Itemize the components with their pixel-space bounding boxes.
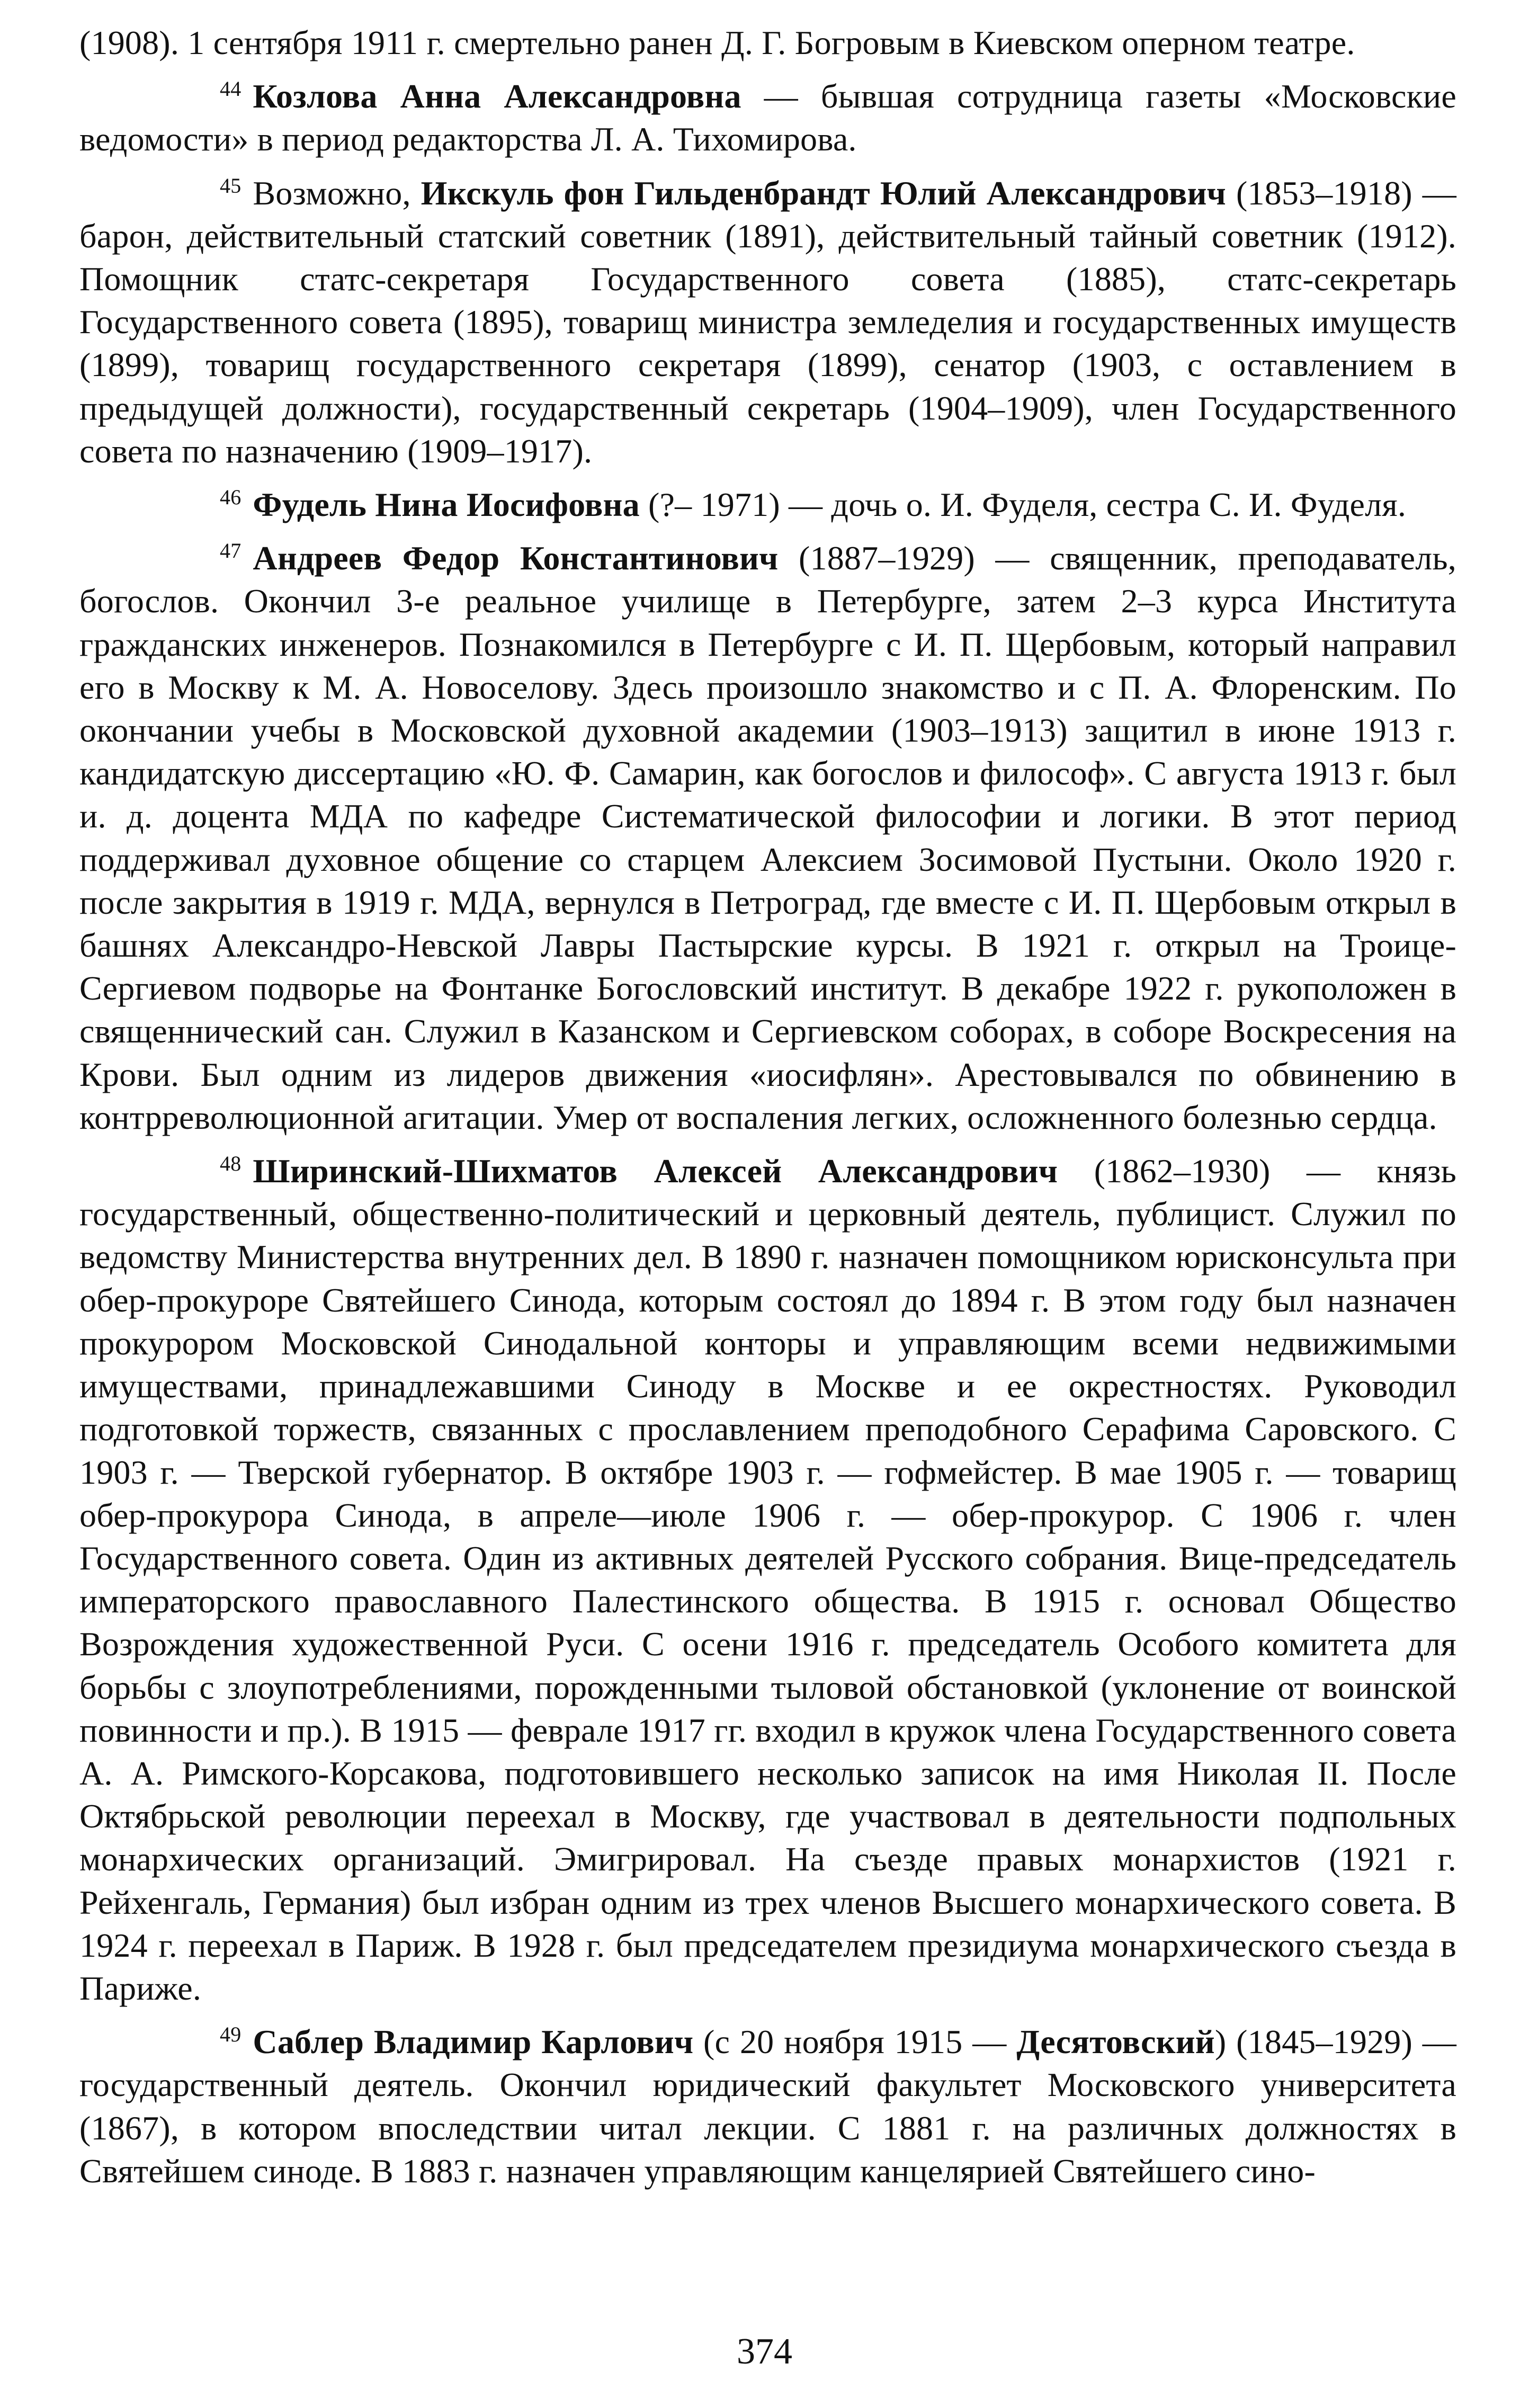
page-number: 374 [737, 2331, 792, 2372]
footnote-middle: (с 20 ноября 1915 — [693, 2023, 1017, 2061]
footnote-text: (1887–1929) — священник, преподаватель, богослов. Окончил 3-е реальное училище в Петербурге, затем 2–3 курса Института гражданских инженеров. Познакомился в Петербурге с И. П. Щербовым, который направил его в Москву к М. А. Новоселову. Здесь произошло знакомство и с П. А. Флоренским. По окончании учебы в Московской духовной академии (1903–1913) защитил в июне 1913 г. кандидатскую диссертацию «Ю. Ф. Самарин, как богослов и философ». С августа 1913 г. был и. д. доцента МДА по кафедре Систематической философии и логики. В этот период поддерживал духовное общение со старцем Алексием Зосимовой Пустыни. Около 1920 г. после закрытия в 1919 г. МДА, вернулся в Петроград, где вместе с И. П. Щербовым открыл в башнях Александро-Невской Лавры Пастырские курсы. В 1921 г. открыл на Троице-Сергиевом подворье на Фонтанке Богословский институт. В декабре 1922 г. рукоположен в священнический сан. Служил в Казанском и Сергиевском соборах, в соборе Воскресения на Крови. Был одним из лидеров движения «иосифлян». Арестовывался по обвинению в контрреволюционной агитации. Умер от воспаления легких, осложненного болезнью сердца. [79, 539, 1456, 1136]
footnote-text: (1862–1930) — князь государственный, общественно-политический и церковный деятель, публицист. Служил по ведомству Министерства внутренних дел. В 1890 г. назначен помощником юрисконсульта при обер-прокуроре Святейшего Синода, которым состоял до 1894 г. В этом году был назначен прокурором Московской Синодальной конторы и управляющим всеми недвижимыми имуществами, принадлежавшими Синоду в Москве и ее окрестностях. Руководил подготовкой торжеств, связанных с прославлением преподобного Серафима Саровского. С 1903 г. — Тверской губернатор. В октябре 1903 г. — гофмейстер. В мае 1905 г. — товарищ обер-прокурора Синода, в апреле—июле 1906 г. — обер-прокурор. С 1906 г. член Государственного совета. Один из активных деятелей Русского собрания. Вице-председатель императорского православного Палестинского общества. В 1915 г. основал Общество Возрождения художественной Руси. С осени 1916 г. председатель Особого комитета для борьбы с злоупотреблениями, порожденными тыловой обстановкой (уклонение от воинской повинности и пр.). В 1915 — феврале 1917 гг. входил в кружок члена Государственного совета А. А. Римского-Корсакова, подготовившего несколько записок на имя Николая II. После Октябрьской революции переехал в Москву, где участвовал в деятельности подпольных монархических организаций. Эмигрировал. На съезде правых монархистов (1921 г. Рейхенгаль, Германия) был избран одним из трех членов Высшего монархического совета. В 1924 г. переехал в Париж. В 1928 г. был председателем президиума монархического съезда в Париже. [79, 1152, 1457, 2007]
footnote-text: (?– 1971) — дочь о. И. Фуделя, сестра С. И. Фуделя. [639, 486, 1407, 524]
footnotes-block [79, 21, 1456, 2203]
continuation-paragraph [79, 21, 1456, 64]
footnote-48 [79, 1149, 1456, 2010]
footnote-name: Икскуль фон Гильденбрандт Юлий Александрович [421, 174, 1226, 212]
footnote-number: 49 [220, 2022, 242, 2047]
footnote-text: — бывшая сотрудница газеты «Московские ведомости» в период редакторства Л. А. Тихомирова. [79, 77, 1456, 158]
footnote-name-alt: Десятовский [1016, 2023, 1215, 2061]
footnote-45 [79, 172, 1456, 472]
footnote-text: ) (1845–1929) — государственный деятель. Окончил юридический факультет Московского университета (1867), в котором впоследствии читал лекции. С 1881 г. на различных должностях в Святейшем синоде. В 1883 г. назначен управляющим канцелярией Святейшего сино- [79, 2023, 1456, 2190]
footnote-name: Андреев Федор Константинович [253, 539, 779, 577]
footnote-text: (1853–1918) — барон, действительный статский советник (1891), действительный тайный советник (1912). Помощник статс-секретаря Государственного совета (1885), статс-секретарь Государственного совета (1895), товарищ министра земледелия и государственных имуществ (1899), товарищ государственного секретаря (1899), сенатор (1903, с оставлением в предыдущей должности), государственный секретарь (1904–1909), член Государственного совета по назначению (1909–1917). [79, 174, 1456, 470]
footnote-name: Фудель Нина Иосифовна [253, 486, 640, 524]
footnote-number: 48 [220, 1152, 242, 1176]
footnote-47 [79, 537, 1456, 1139]
footnote-number: 46 [220, 485, 242, 510]
footnote-name: Саблер Владимир Карлович [253, 2023, 694, 2061]
footnote-number: 47 [220, 539, 242, 563]
footnote-prefix: Возможно, [253, 174, 421, 212]
footnote-46 [79, 483, 1456, 526]
footnote-number: 45 [220, 173, 242, 198]
continuation-text: (1908). 1 сентября 1911 г. смертельно ранен Д. Г. Богровым в Киевском оперном театре. [79, 24, 1355, 61]
footnote-name: Ширинский-Шихматов Алексей Александрович [253, 1152, 1058, 1190]
footnote-name: Козлова Анна Александровна [253, 77, 741, 115]
footnote-44 [79, 75, 1456, 160]
footnote-number: 44 [220, 77, 242, 101]
footnote-49 [79, 2020, 1456, 2192]
